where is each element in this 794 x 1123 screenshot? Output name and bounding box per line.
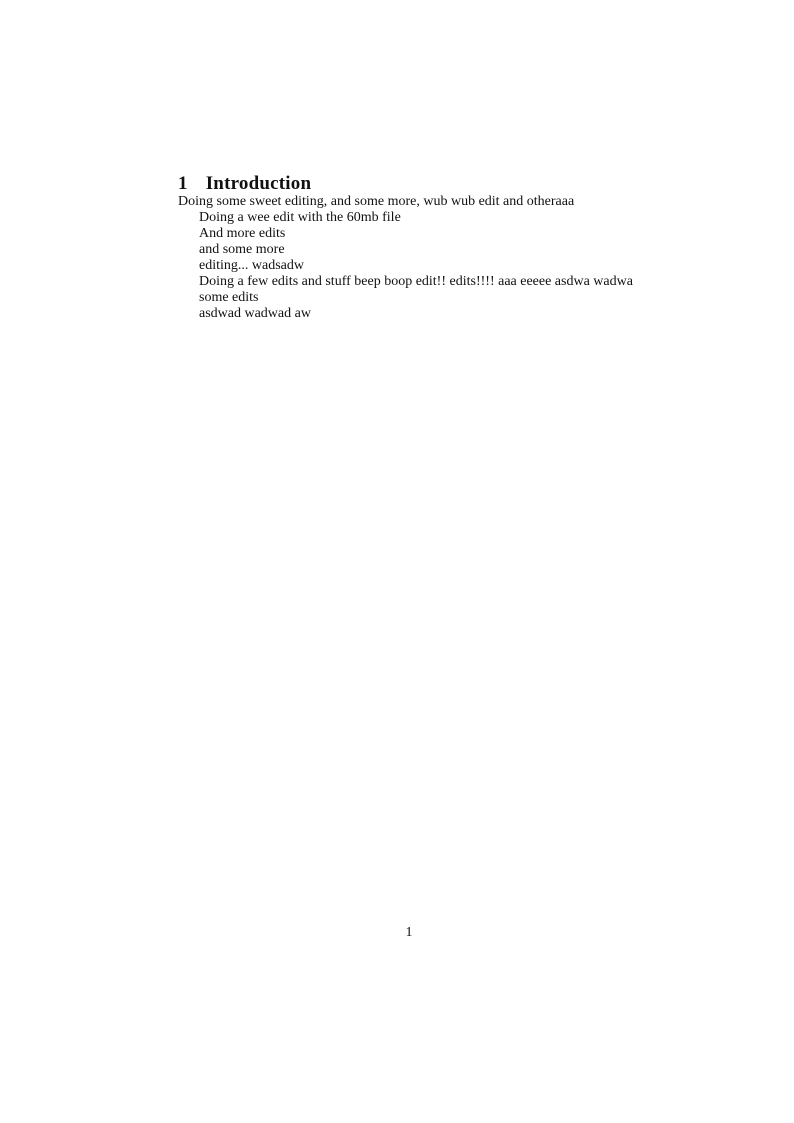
section-number: 1	[178, 172, 188, 194]
paragraph-line: and some more	[199, 242, 285, 257]
paragraph-line: asdwad wadwad aw	[199, 306, 311, 321]
body-text	[178, 194, 658, 322]
page-number: 1	[405, 925, 413, 940]
paragraph-line: Doing a few edits and stuff beep boop edit!! edits!!!! aaa eeeee asdwa wadwa	[199, 274, 633, 289]
paragraph-line: editing... wadsadw	[199, 258, 304, 273]
paragraph-line: some edits	[199, 290, 259, 305]
paragraph-line: Doing a wee edit with the 60mb file	[199, 210, 401, 225]
paragraph-line: Doing some sweet editing, and some more, wub wub edit and otheraaa	[178, 194, 575, 209]
section-heading	[178, 173, 311, 195]
section-title: Introduction	[205, 172, 312, 194]
paragraph-line: And more edits	[199, 226, 286, 241]
